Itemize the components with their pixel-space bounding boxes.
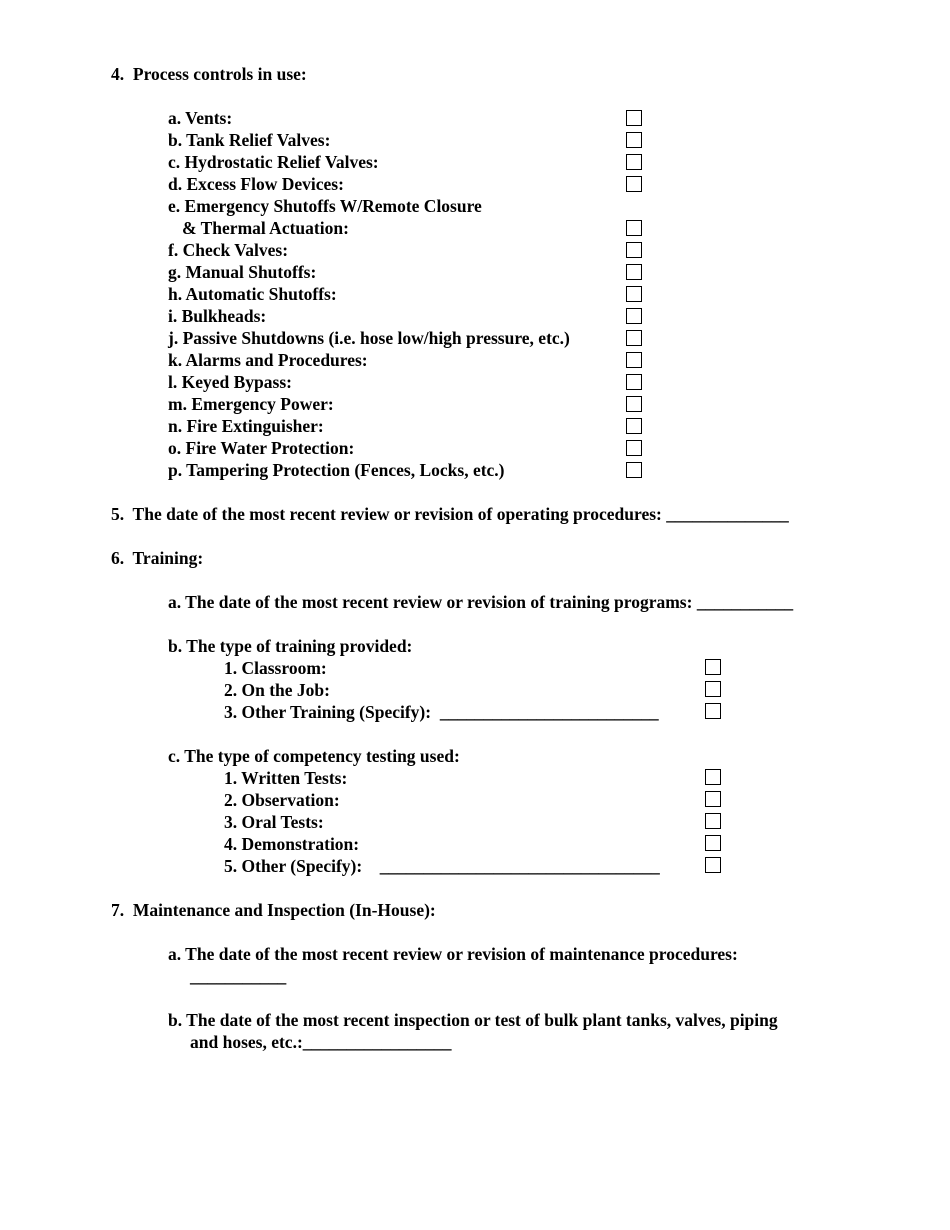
excess-flow-devices-checkbox[interactable] bbox=[626, 176, 642, 192]
hydrostatic-relief-valves-checkbox[interactable] bbox=[626, 154, 642, 170]
maintenance-review-date-field[interactable]: ___________ bbox=[190, 966, 287, 986]
item-excess-flow-devices-label: d. Excess Flow Devices: bbox=[168, 174, 344, 194]
tampering-protection-checkbox[interactable] bbox=[626, 462, 642, 478]
other-training-checkbox[interactable] bbox=[705, 703, 721, 719]
keyed-bypass-checkbox[interactable] bbox=[626, 374, 642, 390]
automatic-shutoffs-checkbox[interactable] bbox=[626, 286, 642, 302]
written-tests-label: 1. Written Tests: bbox=[224, 768, 348, 788]
training-classroom-label: 1. Classroom: bbox=[224, 658, 327, 678]
written-tests-checkbox[interactable] bbox=[705, 769, 721, 785]
emergency-shutoffs-checkbox[interactable] bbox=[626, 220, 642, 236]
emergency-power-checkbox[interactable] bbox=[626, 396, 642, 412]
bulkheads-checkbox[interactable] bbox=[626, 308, 642, 324]
item-check-valves-label: f. Check Valves: bbox=[168, 240, 289, 260]
maintenance-review-date-label: a. The date of the most recent review or revision of maintenance procedures: bbox=[168, 944, 738, 964]
section-5-operating-procedures-date[interactable]: 5. The date of the most recent review or revision of operating procedures: ______________ bbox=[111, 504, 789, 524]
item-fire-extinguisher-label: n. Fire Extinguisher: bbox=[168, 416, 324, 436]
tank-relief-valves-checkbox[interactable] bbox=[626, 132, 642, 148]
section-4-heading: 4. Process controls in use: bbox=[111, 64, 307, 84]
training-review-date[interactable]: a. The date of the most recent review or revision of training programs: ___________ bbox=[168, 592, 794, 612]
item-fire-water-protection-label: o. Fire Water Protection: bbox=[168, 438, 355, 458]
other-testing-checkbox[interactable] bbox=[705, 857, 721, 873]
section-7-heading: 7. Maintenance and Inspection (In-House): bbox=[111, 900, 436, 920]
item-tampering-protection-label: p. Tampering Protection (Fences, Locks, etc.) bbox=[168, 460, 505, 480]
on-the-job-checkbox[interactable] bbox=[705, 681, 721, 697]
inspection-date-field[interactable]: and hoses, etc.:_________________ bbox=[190, 1032, 452, 1052]
item-automatic-shutoffs-label: h. Automatic Shutoffs: bbox=[168, 284, 337, 304]
demonstration-checkbox[interactable] bbox=[705, 835, 721, 851]
fire-extinguisher-checkbox[interactable] bbox=[626, 418, 642, 434]
passive-shutdowns-checkbox[interactable] bbox=[626, 330, 642, 346]
vents-checkbox[interactable] bbox=[626, 110, 642, 126]
observation-label: 2. Observation: bbox=[224, 790, 340, 810]
alarms-procedures-checkbox[interactable] bbox=[626, 352, 642, 368]
competency-testing-heading: c. The type of competency testing used: bbox=[168, 746, 460, 766]
testing-other-specify-field[interactable]: 5. Other (Specify): ________________________________ bbox=[224, 856, 660, 876]
fire-water-protection-checkbox[interactable] bbox=[626, 440, 642, 456]
demonstration-label: 4. Demonstration: bbox=[224, 834, 360, 854]
item-alarms-procedures-label: k. Alarms and Procedures: bbox=[168, 350, 368, 370]
section-6-heading: 6. Training: bbox=[111, 548, 204, 568]
item-bulkheads-label: i. Bulkheads: bbox=[168, 306, 267, 326]
item-emergency-shutoffs-label: e. Emergency Shutoffs W/Remote Closure bbox=[168, 196, 482, 216]
check-valves-checkbox[interactable] bbox=[626, 242, 642, 258]
item-manual-shutoffs-label: g. Manual Shutoffs: bbox=[168, 262, 317, 282]
item-emergency-power-label: m. Emergency Power: bbox=[168, 394, 334, 414]
item-hydrostatic-relief-valves-label: c. Hydrostatic Relief Valves: bbox=[168, 152, 379, 172]
inspection-date-label: b. The date of the most recent inspection or test of bulk plant tanks, valves, piping bbox=[168, 1010, 778, 1030]
observation-checkbox[interactable] bbox=[705, 791, 721, 807]
item-emergency-shutoffs-label-cont: & Thermal Actuation: bbox=[182, 218, 349, 238]
classroom-checkbox[interactable] bbox=[705, 659, 721, 675]
manual-shutoffs-checkbox[interactable] bbox=[626, 264, 642, 280]
item-vents-label: a. Vents: bbox=[168, 108, 233, 128]
oral-tests-label: 3. Oral Tests: bbox=[224, 812, 324, 832]
training-type-heading: b. The type of training provided: bbox=[168, 636, 413, 656]
item-tank-relief-valves-label: b. Tank Relief Valves: bbox=[168, 130, 331, 150]
oral-tests-checkbox[interactable] bbox=[705, 813, 721, 829]
training-on-the-job-label: 2. On the Job: bbox=[224, 680, 330, 700]
item-passive-shutdowns-label: j. Passive Shutdowns (i.e. hose low/high pressure, etc.) bbox=[168, 328, 570, 348]
item-keyed-bypass-label: l. Keyed Bypass: bbox=[168, 372, 292, 392]
training-other-specify-field[interactable]: 3. Other Training (Specify): _________________________ bbox=[224, 702, 659, 722]
